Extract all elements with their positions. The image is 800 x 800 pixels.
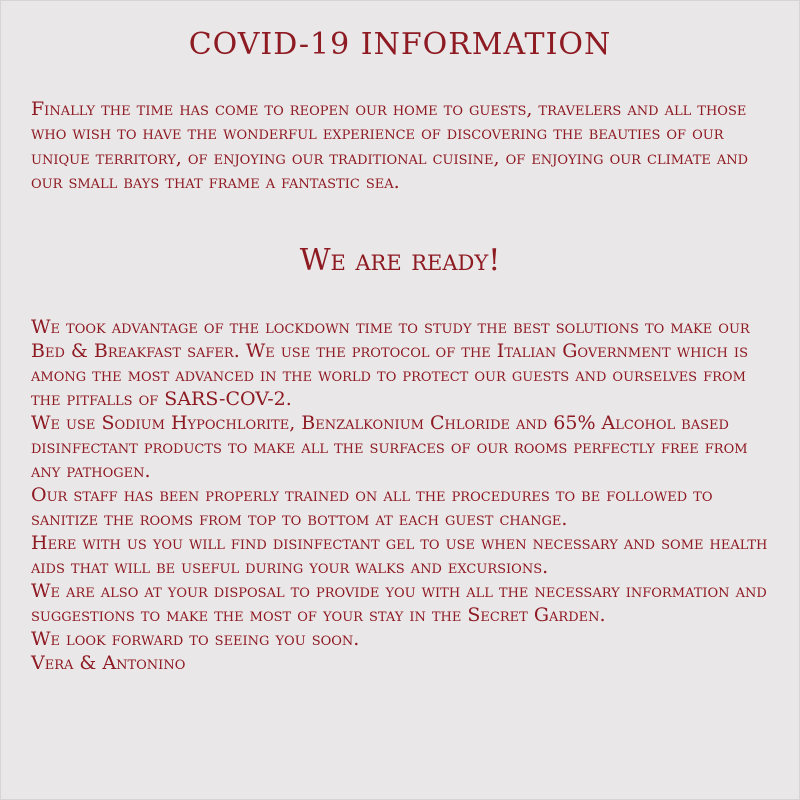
intro-paragraph: Finally the time has come to reopen our home to guests, travelers and all those who wish to have the wonderful experience of discovering the beauties of our unique territory, of enjoying our traditional cuisine, of enjoying our climate and our small bays that frame a fantastic sea. bbox=[31, 98, 749, 194]
measures-paragraph-gel: Here with us you will find disinfectant gel to use when necessary and some health aids that will be useful during your walks and excursions. bbox=[31, 532, 768, 578]
closing-line: We look forward to seeing you soon. bbox=[31, 628, 360, 650]
ready-subheading: We are ready! bbox=[299, 243, 501, 278]
measures-paragraph-protocol: We took advantage of the lockdown time to study the best solutions to make our Bed & Breakfast safer. We use the protocol of the Italian Government which is among the most advanced in the world to protect our guests and ourselves from the pitfalls of SARS-COV-2. bbox=[31, 316, 750, 410]
covid-info-page bbox=[1, 1, 799, 799]
covid-measures-text bbox=[31, 315, 776, 675]
measures-paragraph-disinfectants: We use Sodium Hypochlorite, Benzalkonium Chloride and 65% Alcohol based disinfectant products to make all the surfaces of our rooms perfectly free from any pathogen. bbox=[31, 412, 748, 482]
measures-paragraph-information: We are also at your disposal to provide you with all the necessary information and suggestions to make the most of your stay in the Secret Garden. bbox=[31, 580, 767, 626]
page-title: COVID-19 INFORMATION bbox=[188, 27, 612, 62]
measures-paragraph-staff: Our staff has been properly trained on all the procedures to be followed to sanitize the rooms from top to bottom at each guest change. bbox=[31, 484, 713, 530]
signature: Vera & Antonino bbox=[31, 652, 186, 674]
